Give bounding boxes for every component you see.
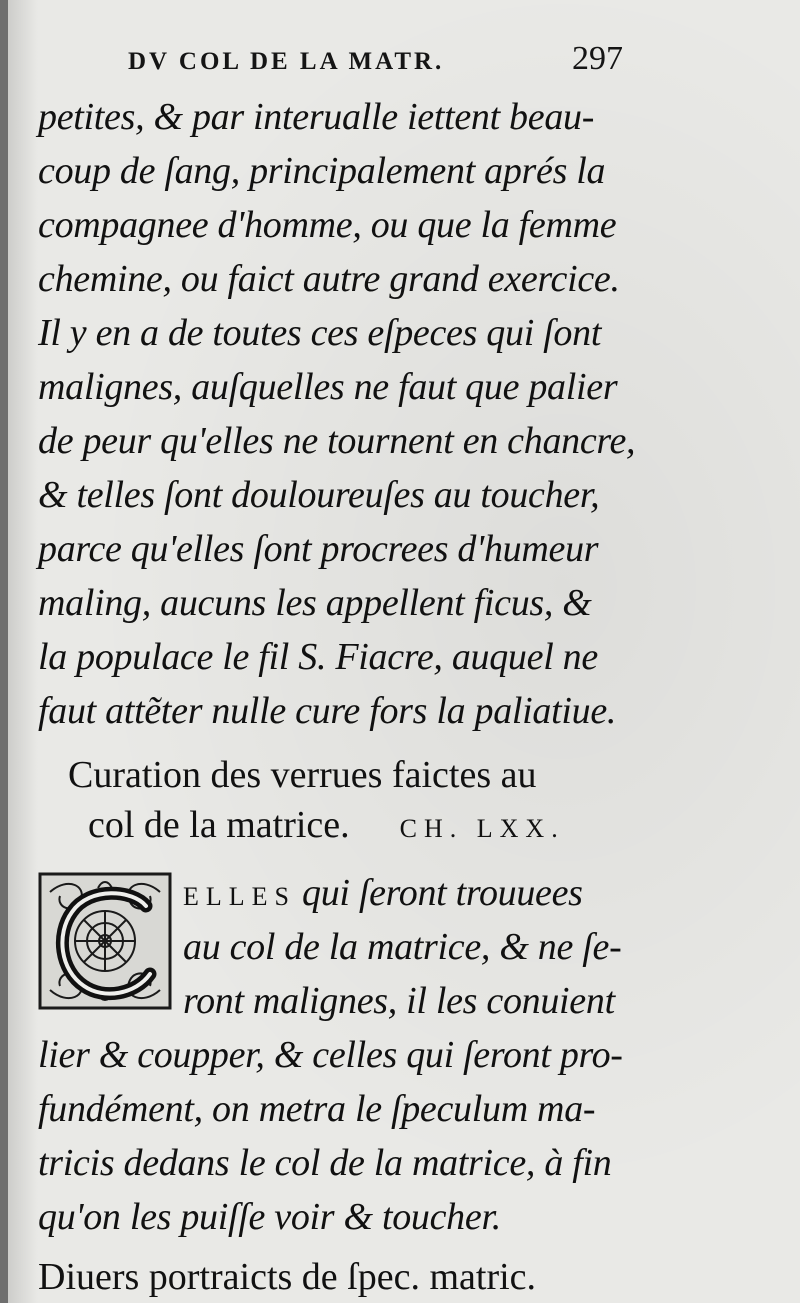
decorated-initial-icon bbox=[38, 872, 172, 1010]
text-line: au col de la matrice, & ne ſe- bbox=[183, 926, 622, 968]
text-line: ront malignes, il les conuient bbox=[183, 980, 615, 1022]
text-line: lier & coupper, & celles qui ſeront pro- bbox=[38, 1034, 623, 1076]
running-head-title: DV COL DE LA MATR. bbox=[128, 48, 445, 75]
chapter-heading-text: col de la matrice. bbox=[88, 804, 350, 846]
text-line: de peur qu'elles ne tournent en chancre, bbox=[38, 420, 636, 462]
text-line: la populace le fil S. Fiacre, auquel ne bbox=[38, 636, 598, 678]
paragraph-1 bbox=[38, 90, 638, 738]
text-line: Il y en a de toutes ces eſpeces qui ſont bbox=[38, 312, 602, 354]
text-line: chemine, ou faict autre grand exercice. bbox=[38, 258, 620, 300]
chapter-heading-line-2 bbox=[38, 800, 638, 850]
text-line: faut attẽter nulle cure fors la paliatiue. bbox=[38, 690, 617, 732]
section-heading: Diuers portraicts de ſpec. matric. bbox=[38, 1256, 537, 1298]
paragraph-2 bbox=[38, 866, 638, 1244]
text-line: petites, & par interualle iettent beau- bbox=[38, 96, 595, 138]
text-block bbox=[38, 62, 638, 1303]
text-line: maling, aucuns les appellent ficus, & bbox=[38, 582, 592, 624]
text-line: tricis dedans le col de la matrice, à fin bbox=[38, 1142, 612, 1184]
text-line: coup de ſang, principalement aprés la bbox=[38, 150, 606, 192]
text-line: compagnee d'homme, ou que la femme bbox=[38, 204, 617, 246]
text-line-rest: qui ſeront trouuees bbox=[302, 872, 583, 914]
page-number: 297 bbox=[572, 40, 623, 77]
chapter-heading-line-1: Curation des verrues faictes au bbox=[68, 754, 537, 796]
text-line: fundément, on metra le ſpeculum ma- bbox=[38, 1088, 596, 1130]
first-word-smallcaps: ELLES bbox=[183, 882, 296, 911]
text-line: & telles ſont douloureuſes au toucher, bbox=[38, 474, 600, 516]
text-line: parce qu'elles ſont procrees d'humeur bbox=[38, 528, 599, 570]
text-line: qu'on les puiſſe voir & toucher. bbox=[38, 1196, 501, 1238]
decorated-initial bbox=[38, 872, 172, 1010]
chapter-label: CH. LXX. bbox=[399, 814, 565, 843]
book-page bbox=[8, 0, 800, 1303]
text-line: malignes, auſquelles ne faut que palier bbox=[38, 366, 618, 408]
